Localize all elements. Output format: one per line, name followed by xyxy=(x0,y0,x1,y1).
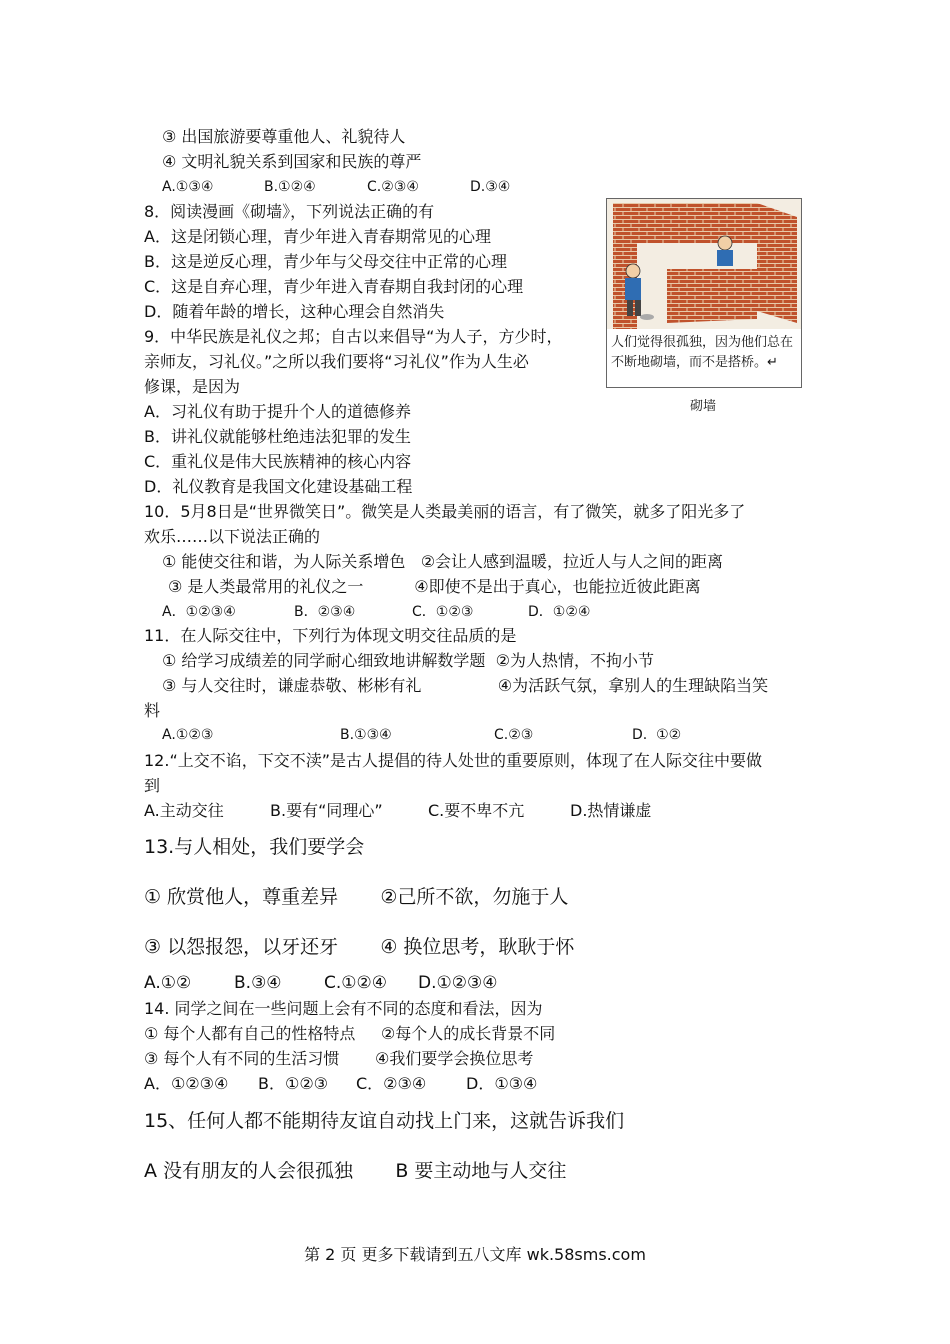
q13-option-b: B.③④ xyxy=(234,973,282,993)
q14-stem: 14. 同学之间在一些问题上会有不同的态度和看法，因为 xyxy=(144,999,543,1018)
q10-option-b: B．②③④ xyxy=(294,604,356,620)
q7-statement-3: ③ 出国旅游要尊重他人、礼貌待人 xyxy=(162,127,406,146)
q11-statement-4-cont: 料 xyxy=(144,701,161,720)
q14-option-a: A．①②③④ xyxy=(144,1074,229,1093)
brick-wall-cartoon xyxy=(606,198,802,388)
q14-option-c: C．②③④ xyxy=(356,1074,427,1093)
q12-stem-line-2: 到 xyxy=(144,776,161,795)
q12-option-b: B.要有“同理心” xyxy=(270,801,383,820)
q10-option-d: D．①②④ xyxy=(528,604,591,620)
q12-option-c: C.要不卑不亢 xyxy=(428,801,525,820)
q9-stem-line-2: 亲师友，习礼仪。”之所以我们要将“习礼仪”作为人生必 xyxy=(144,352,529,371)
q13-option-c: C.①②④ xyxy=(324,973,387,993)
q11-option-a: A.①②③ xyxy=(162,727,214,743)
q13-statements-1-2: ① 欣赏他人，尊重差异 ②己所不欲，勿施于人 xyxy=(144,886,569,908)
q9-option-a: A．习礼仪有助于提升个人的道德修养 xyxy=(144,402,411,421)
cartoon-caption: 砌墙 xyxy=(690,399,717,414)
q11-statements-3-4: ③ 与人交往时，谦虚恭敬、彬彬有礼 ④为活跃气氛，拿别人的生理缺陷当笑 xyxy=(162,676,769,695)
q13-stem: 13.与人相处，我们要学会 xyxy=(144,836,365,858)
q7-option-a: A.①③④ xyxy=(162,179,214,195)
q10-statements-3-4: ③ 是人类最常用的礼仪之一 ④即使不是出于真心，也能拉近彼此距离 xyxy=(168,577,701,596)
q9-stem-line-3: 修课，是因为 xyxy=(144,377,241,396)
q10-option-a: A．①②③④ xyxy=(162,604,236,620)
q8-stem: 8．阅读漫画《砌墙》，下列说法正确的有 xyxy=(144,202,435,221)
q9-option-c: C．重礼仪是伟大民族精神的核心内容 xyxy=(144,452,412,471)
q12-stem-line-1: 12.“上交不谄，下交不渎”是古人提倡的待人处世的重要原则，体现了在人际交往中要做 xyxy=(144,751,763,770)
q11-option-b: B.①③④ xyxy=(340,727,392,743)
q13-option-d: D.①②③④ xyxy=(418,973,498,993)
q14-option-d: D．①③④ xyxy=(466,1074,538,1093)
q7-option-b: B.①②④ xyxy=(264,179,316,195)
q10-stem-line-1: 10．5月8日是“世界微笑日”。微笑是人类最美丽的语言，有了微笑，就多了阳光多了 xyxy=(144,502,746,521)
q14-statements-3-4: ③ 每个人有不同的生活习惯 ④我们要学会换位思考 xyxy=(144,1049,534,1068)
q12-option-d: D.热情谦虚 xyxy=(570,801,652,820)
q7-option-c: C.②③④ xyxy=(367,179,419,195)
q8-option-d: D．随着年龄的增长，这种心理会自然消失 xyxy=(144,302,445,321)
q8-option-b: B．这是逆反心理，青少年与父母交往中正常的心理 xyxy=(144,252,507,271)
q10-statements-1-2: ① 能使交往和谐，为人际关系增色 ②会让人感到温暖，拉近人与人之间的距离 xyxy=(162,552,724,571)
q11-stem: 11．在人际交往中，下列行为体现文明交往品质的是 xyxy=(144,626,517,645)
q14-option-b: B．①②③ xyxy=(258,1074,329,1093)
q10-option-c: C．①②③ xyxy=(412,604,474,620)
q11-option-d: D. ①② xyxy=(632,727,682,743)
q9-stem-line-1: 9．中华民族是礼仪之邦；自古以来倡导“为人子，方少时， xyxy=(144,327,563,346)
page-footer: 第 2 页 更多下载请到五八文库 wk.58sms.com xyxy=(304,1245,646,1264)
q13-statements-3-4: ③ 以怨报怨，以牙还牙 ④ 换位思考，耿耿于怀 xyxy=(144,936,575,958)
q14-statements-1-2: ① 每个人都有自己的性格特点 ②每个人的成长背景不同 xyxy=(144,1024,556,1043)
q7-statement-4: ④ 文明礼貌关系到国家和民族的尊严 xyxy=(162,152,422,171)
q7-option-d: D.③④ xyxy=(470,179,511,195)
q12-option-a: A.主动交往 xyxy=(144,801,224,820)
q8-option-a: A．这是闭锁心理，青少年进入青春期常见的心理 xyxy=(144,227,491,246)
q15-options-a-b: A 没有朋友的人会很孤独 B 要主动地与人交往 xyxy=(144,1160,567,1182)
cartoon-text: 人们觉得很孤独，因为他们总在不断地砌墙，而不是搭桥。↵ xyxy=(611,335,794,370)
q8-option-c: C．这是自弃心理，青少年进入青春期自我封闭的心理 xyxy=(144,277,524,296)
q10-stem-line-2: 欢乐……以下说法正确的 xyxy=(144,527,321,546)
q15-stem: 15、任何人都不能期待友谊自动找上门来，这就告诉我们 xyxy=(144,1110,625,1132)
q9-option-d: D．礼仪教育是我国文化建设基础工程 xyxy=(144,477,413,496)
q13-option-a: A.①② xyxy=(144,973,192,993)
q11-option-c: C.②③ xyxy=(494,727,534,743)
q9-option-b: B．讲礼仪就能够杜绝违法犯罪的发生 xyxy=(144,427,411,446)
q11-statements-1-2: ① 给学习成绩差的同学耐心细致地讲解数学题 ②为人热情，不拘小节 xyxy=(162,651,654,670)
